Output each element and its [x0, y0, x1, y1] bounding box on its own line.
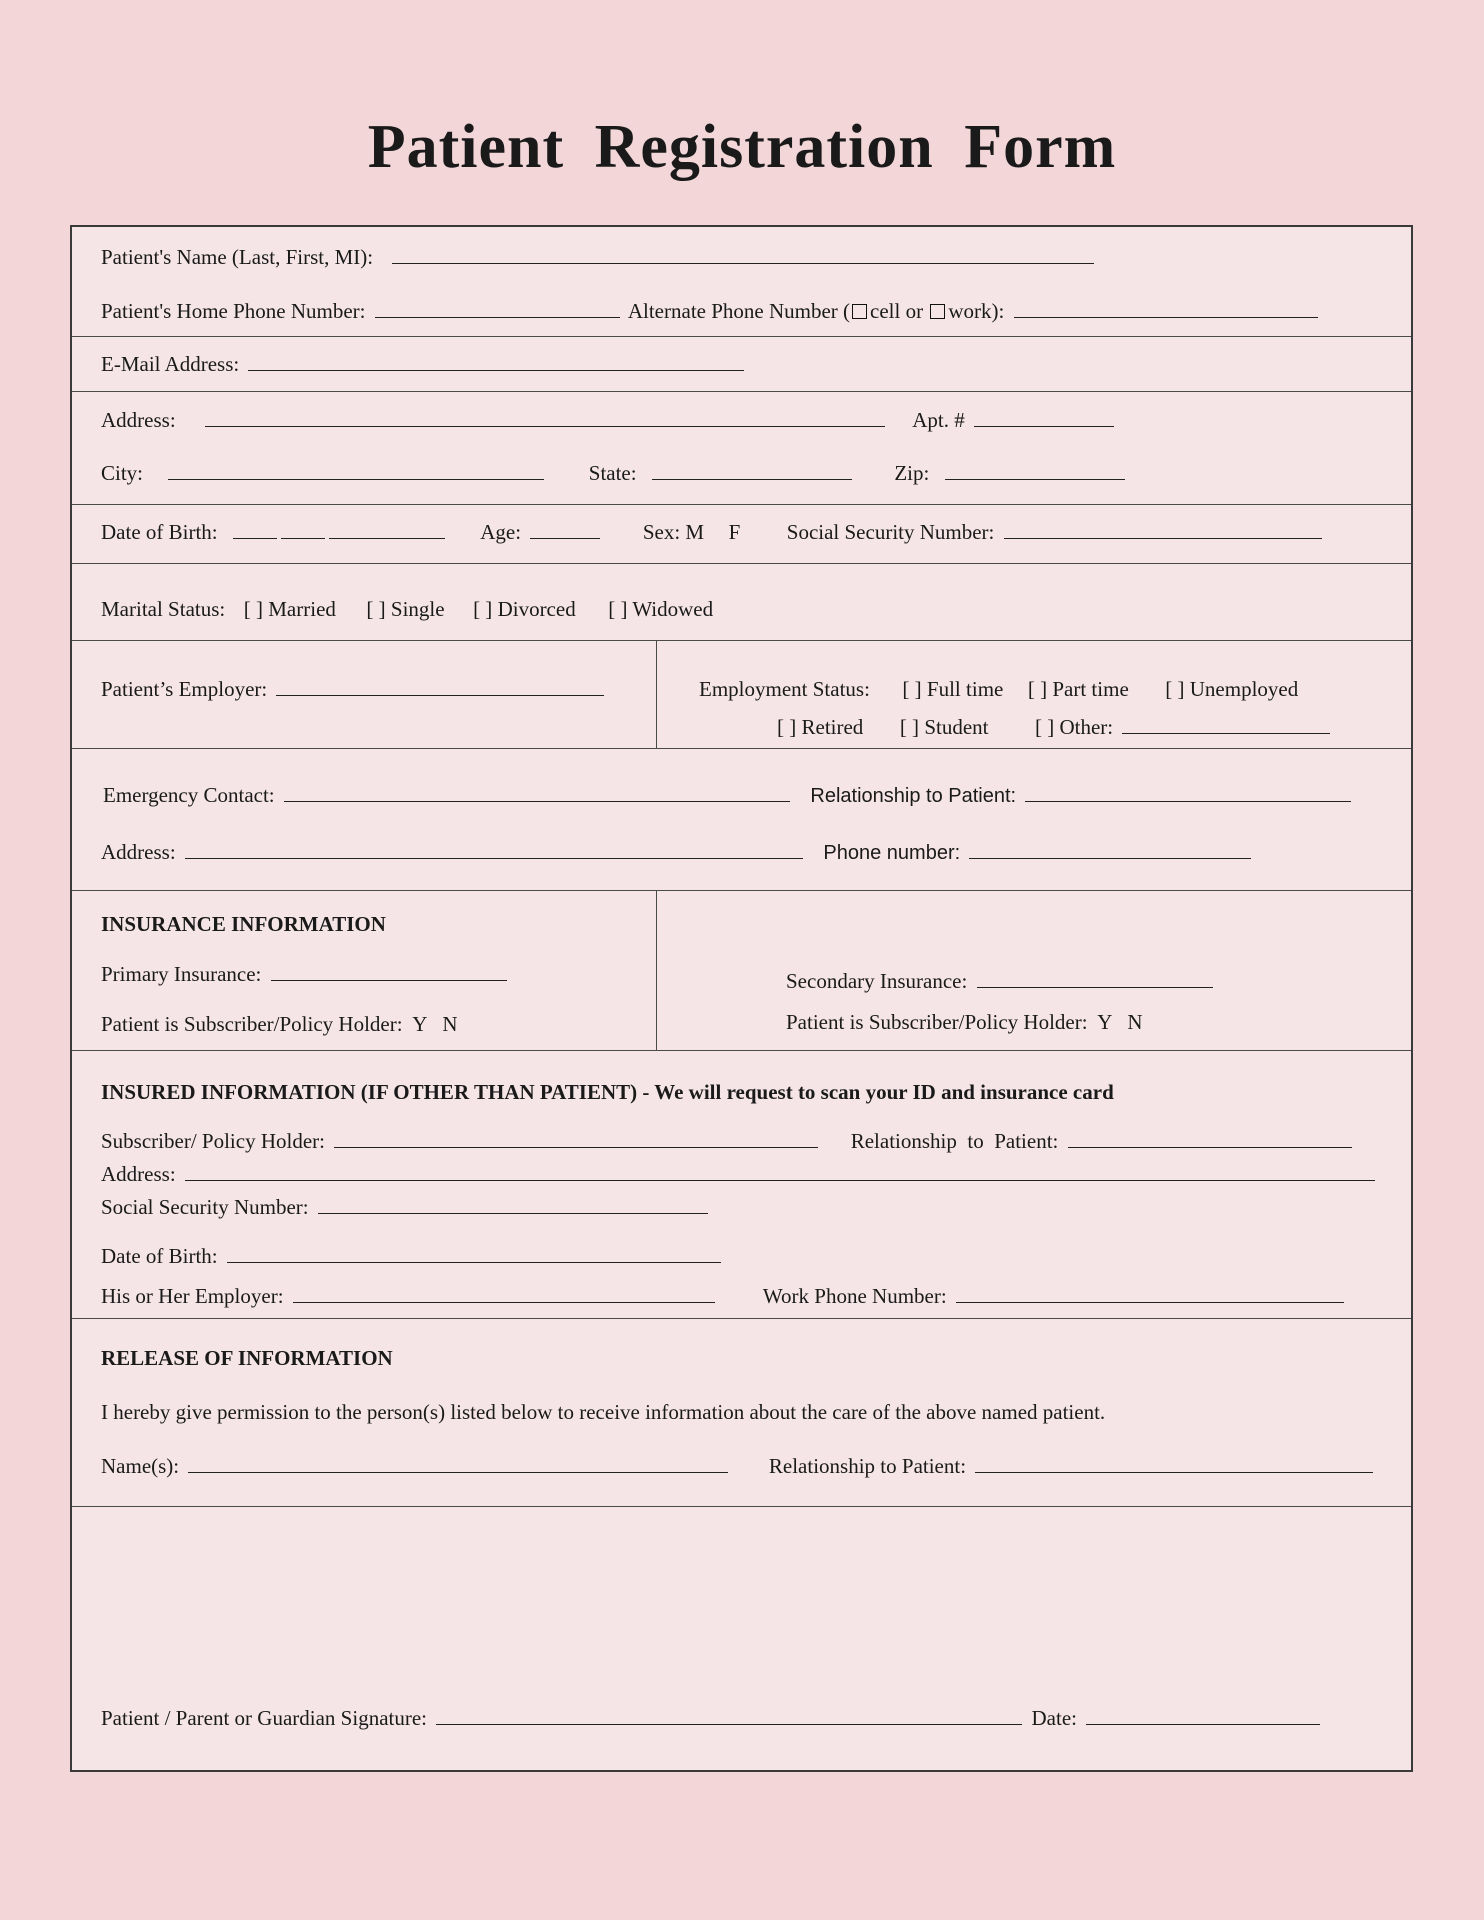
release-statement: I hereby give permission to the person(s) listed below to receive information about the care of the above named patient.: [101, 1400, 1106, 1424]
insured-header-row: [101, 1079, 1114, 1105]
address-label: Address:: [101, 408, 176, 432]
address-field[interactable]: [205, 407, 885, 427]
married-option[interactable]: [ ] Married: [243, 597, 336, 621]
patient-name-row: [101, 244, 1098, 270]
address-row: [101, 407, 1118, 433]
insured-holder-label: Subscriber/ Policy Holder:: [101, 1129, 325, 1153]
signature-date-field[interactable]: [1086, 1705, 1320, 1725]
marital-label: Marital Status:: [101, 597, 226, 621]
home-phone-label: Patient's Home Phone Number:: [101, 299, 366, 323]
dob-year-field[interactable]: [329, 519, 445, 539]
dob-label: Date of Birth:: [101, 520, 218, 544]
state-label: State:: [588, 461, 637, 485]
insured-header: INSURED INFORMATION (IF OTHER THAN PATIENT): [101, 1080, 638, 1104]
work-label: work):: [948, 299, 1005, 323]
sex-label[interactable]: Sex: M: [642, 520, 705, 544]
employment-status-row-2: [777, 714, 1334, 740]
insured-ssn-row: [101, 1194, 712, 1220]
state-field[interactable]: [652, 460, 852, 480]
other-option[interactable]: [ ] Other:: [1034, 715, 1114, 739]
divider: [72, 563, 1411, 564]
divider: [72, 1506, 1411, 1507]
divider: [72, 890, 1411, 891]
insured-employer-field[interactable]: [293, 1283, 715, 1303]
employer-row: [101, 676, 608, 702]
page-title: Patient Registration Form: [367, 113, 1117, 181]
insured-relationship-field[interactable]: [1068, 1128, 1352, 1148]
part-time-label: Part time: [1052, 677, 1129, 701]
student-label: Student: [924, 715, 989, 739]
patient-name-label: Patient's Name (Last, First, MI):: [101, 245, 374, 269]
employment-status-label: Employment Status:: [699, 677, 870, 701]
primary-insurance-label: Primary Insurance:: [101, 962, 262, 986]
emergency-relationship-field[interactable]: [1025, 782, 1351, 802]
insured-work-phone-field[interactable]: [956, 1283, 1344, 1303]
home-phone-field[interactable]: [375, 298, 620, 318]
registration-form: [70, 225, 1413, 1772]
emergency-contact-label: Emergency Contact:: [103, 783, 275, 807]
alt-phone-field[interactable]: [1014, 298, 1318, 318]
release-names-row: [101, 1453, 1377, 1479]
secondary-subscriber-label: Patient is Subscriber/Policy Holder: Y N: [786, 1010, 1143, 1034]
insured-address-label: Address:: [101, 1162, 176, 1186]
insured-dob-label: Date of Birth:: [101, 1244, 218, 1268]
age-label: Age:: [480, 520, 522, 544]
primary-subscriber-row[interactable]: [101, 1011, 458, 1037]
full-time-option[interactable]: [ ] Full time: [902, 677, 1004, 701]
divider: [72, 1318, 1411, 1319]
insured-ssn-field[interactable]: [318, 1194, 708, 1214]
employer-label: Patient’s Employer:: [101, 677, 268, 701]
insured-header-note: - We will request to scan your ID and insurance card: [637, 1080, 1114, 1104]
release-relationship-label: Relationship to Patient:: [768, 1454, 967, 1478]
full-time-label: Full time: [926, 677, 1004, 701]
apt-label: Apt. #: [912, 408, 965, 432]
email-field[interactable]: [248, 351, 744, 371]
insured-employer-row: [101, 1283, 1348, 1309]
emergency-phone-field[interactable]: [969, 839, 1251, 859]
divider: [72, 336, 1411, 337]
insured-work-phone-label: Work Phone Number:: [762, 1284, 947, 1308]
divider: [72, 1050, 1411, 1051]
divider: [72, 391, 1411, 392]
city-row: [101, 460, 1129, 486]
insured-holder-row: [101, 1128, 1356, 1154]
signature-date-label: Date:: [1031, 1706, 1077, 1730]
unemployed-option[interactable]: [ ] Unemployed: [1165, 677, 1299, 701]
ssn-label: Social Security Number:: [786, 520, 995, 544]
insured-address-row: [101, 1161, 1379, 1187]
emergency-relationship-label: Relationship to Patient:: [810, 785, 1017, 807]
dob-month-field[interactable]: [233, 519, 277, 539]
primary-subscriber-label: Patient is Subscriber/Policy Holder: Y N: [101, 1012, 458, 1036]
emergency-address-field[interactable]: [185, 839, 803, 859]
age-field[interactable]: [530, 519, 600, 539]
email-row: [101, 351, 748, 377]
zip-label: Zip:: [894, 461, 930, 485]
apt-field[interactable]: [974, 407, 1114, 427]
phone-row: [101, 298, 1322, 324]
other-field[interactable]: [1122, 714, 1330, 734]
other-label: Other:: [1059, 715, 1114, 739]
column-divider: [656, 640, 657, 748]
release-names-field[interactable]: [188, 1453, 728, 1473]
city-field[interactable]: [168, 460, 544, 480]
signature-label: Patient / Parent or Guardian Signature:: [101, 1706, 428, 1730]
cell-label: cell or: [870, 299, 924, 323]
zip-field[interactable]: [945, 460, 1125, 480]
divider: [72, 748, 1411, 749]
city-label: City:: [101, 461, 144, 485]
dob-row: [101, 519, 1326, 545]
secondary-insurance-field[interactable]: [977, 968, 1213, 988]
insured-dob-row: [101, 1243, 725, 1269]
divorced-option[interactable]: [ ] Divorced: [473, 597, 576, 621]
retired-option[interactable]: [ ] Retired: [777, 715, 864, 739]
cell-checkbox[interactable]: [852, 304, 867, 319]
part-time-option[interactable]: [ ] Part time: [1027, 677, 1129, 701]
single-label: Single: [390, 597, 445, 621]
unemployed-label: Unemployed: [1189, 677, 1299, 701]
release-header: RELEASE OF INFORMATION: [101, 1346, 393, 1370]
employment-status-row: [699, 676, 1298, 702]
secondary-insurance-row: [786, 968, 1217, 994]
insurance-header: INSURANCE INFORMATION: [101, 912, 386, 936]
insured-holder-field[interactable]: [334, 1128, 818, 1148]
work-checkbox[interactable]: [930, 304, 945, 319]
ssn-field[interactable]: [1004, 519, 1322, 539]
primary-insurance-row: [101, 961, 511, 987]
single-option[interactable]: [ ] Single: [366, 597, 445, 621]
insured-relationship-label: Relationship to Patient:: [850, 1129, 1059, 1153]
emergency-address-row: [101, 839, 1255, 866]
student-option[interactable]: [ ] Student: [899, 715, 989, 739]
divorced-label: Divorced: [497, 597, 576, 621]
emergency-phone-label: Phone number:: [823, 842, 961, 864]
insured-ssn-label: Social Security Number:: [101, 1195, 309, 1219]
insured-address-field[interactable]: [185, 1161, 1375, 1181]
email-label: E-Mail Address:: [101, 352, 240, 376]
widowed-option[interactable]: [ ] Widowed: [608, 597, 714, 621]
secondary-insurance-label: Secondary Insurance:: [786, 969, 968, 993]
marital-row: [101, 596, 713, 622]
divider: [72, 504, 1411, 505]
patient-name-field[interactable]: [392, 244, 1094, 264]
release-names-label: Name(s):: [101, 1454, 180, 1478]
emergency-contact-field[interactable]: [284, 782, 790, 802]
emergency-contact-row: [103, 782, 1355, 809]
insured-employer-label: His or Her Employer:: [101, 1284, 284, 1308]
married-label: Married: [268, 597, 336, 621]
secondary-subscriber-row[interactable]: [786, 1009, 1143, 1035]
release-relationship-field[interactable]: [975, 1453, 1373, 1473]
signature-row: [101, 1705, 1324, 1731]
sex-f-option[interactable]: F: [728, 520, 741, 544]
primary-insurance-field[interactable]: [271, 961, 507, 981]
widowed-label: Widowed: [632, 597, 714, 621]
insured-dob-field[interactable]: [227, 1243, 721, 1263]
alt-phone-label: Alternate Phone Number (: [627, 299, 851, 323]
retired-label: Retired: [801, 715, 864, 739]
signature-field[interactable]: [436, 1705, 1022, 1725]
divider: [72, 640, 1411, 641]
dob-day-field[interactable]: [281, 519, 325, 539]
emergency-address-label: Address:: [101, 840, 176, 864]
column-divider: [656, 890, 657, 1050]
employer-field[interactable]: [276, 676, 604, 696]
